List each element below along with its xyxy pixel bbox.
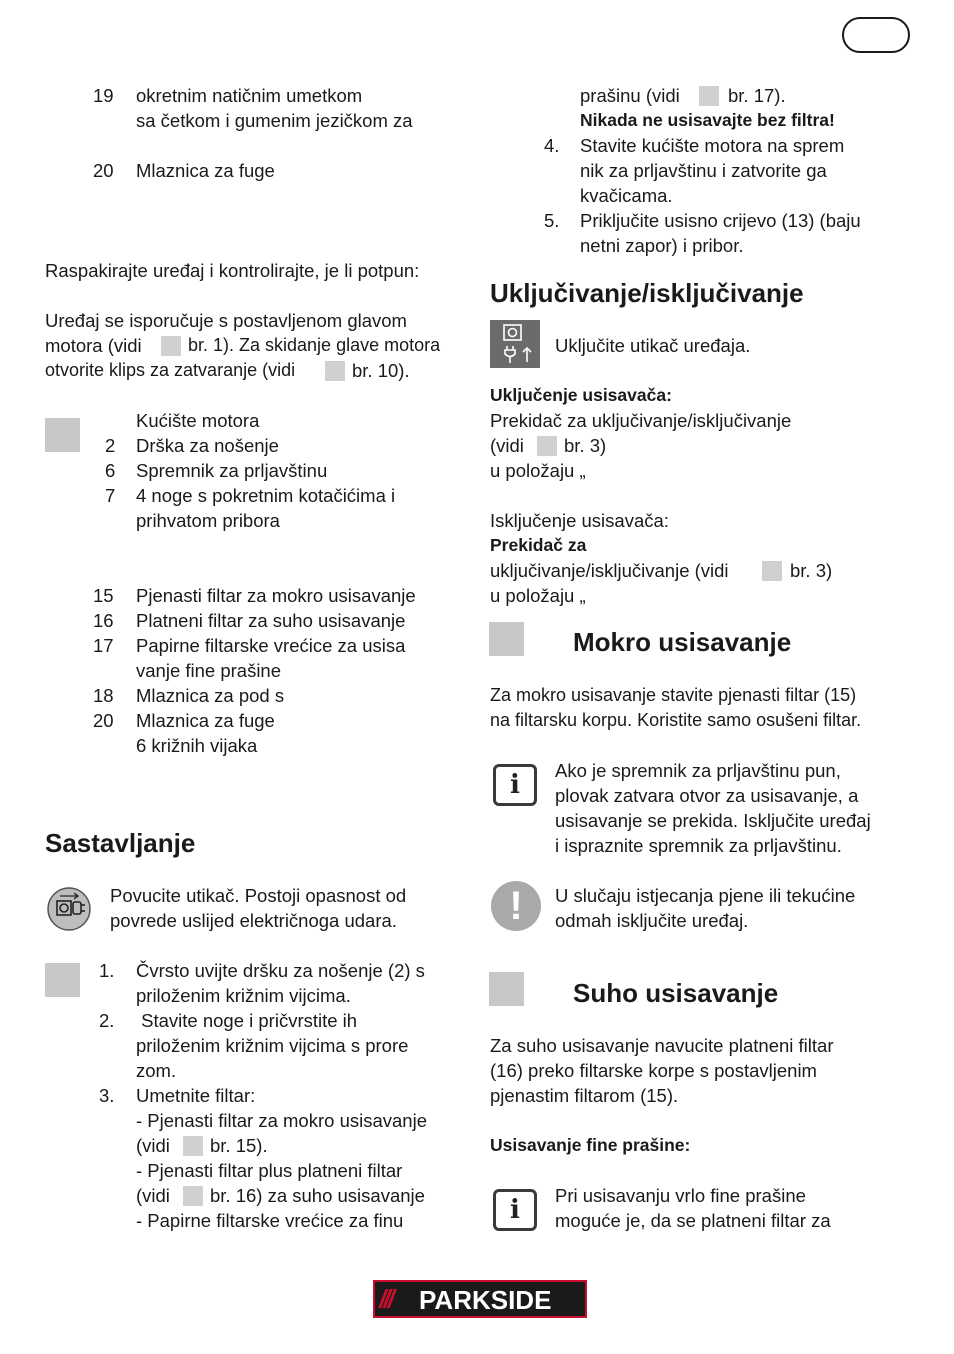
switch-on-text: Prekidač za uključivanje/isključivanje [490, 410, 792, 431]
list-item: Mlaznica za pod s [136, 685, 285, 706]
warning-text: U slučaju istjecanja pjene ili tekućine [555, 885, 856, 906]
switch-on-text: br. 3) [564, 435, 607, 456]
list-item: prihvatom pribora [136, 510, 280, 531]
plug-in-icon [490, 320, 540, 368]
step-text: Umetnite filtar: [136, 1085, 256, 1106]
step-number: 5. [544, 210, 560, 231]
figure-ref-icon [762, 561, 782, 581]
figure-ref-icon [161, 336, 181, 356]
info-text: Pri usisavanju vrlo fine prašine [555, 1185, 806, 1206]
part-text: okretnim natičnim umetkom [136, 85, 363, 106]
figure-ref-icon [325, 361, 345, 381]
part-text: sa četkom i gumenim jezičkom za [136, 110, 413, 131]
info-text: plovak zatvara otvor za usisavanje, a [555, 785, 859, 806]
list-number: 6 [105, 460, 116, 481]
list-item: Spremnik za prljavštinu [136, 460, 328, 481]
motor-text: otvorite klips za zatvaranje (vidi [45, 360, 296, 380]
step-text: (vidi [136, 1185, 170, 1206]
step-text: Čvrsto uvijte dršku za nošenje (2) s [136, 960, 425, 981]
list-number: 2 [105, 435, 116, 456]
dry-text: (16) preko filtarske korpe s postavljenim [490, 1060, 817, 1081]
step-text: (vidi [136, 1135, 170, 1156]
list-item: Drška za nošenje [136, 435, 279, 456]
step-text: br. 16) za suho usisavanje [210, 1185, 425, 1206]
step-text: - Pjenasti filtar za mokro usisavanje [136, 1110, 427, 1131]
part-number: 19 [93, 85, 114, 106]
list-number: 17 [93, 635, 114, 656]
fine-dust-title: Usisavanje fine prašine: [490, 1135, 691, 1155]
step-text: - Pjenasti filtar plus platneni filtar [136, 1160, 403, 1181]
dry-text: pjenastim filtarom (15). [490, 1085, 679, 1106]
step-text: priloženim križnim vijcima s prore [136, 1035, 409, 1056]
step-text: - Papirne filtarske vrećice za finu [136, 1210, 404, 1231]
list-item: 4 noge s pokretnim kotačićima i [136, 485, 396, 506]
motor-text: br. 10). [352, 360, 410, 381]
figure-ref-icon [183, 1136, 203, 1156]
info-icon: i [493, 1189, 537, 1231]
parkside-logo [373, 1280, 587, 1318]
motor-text: Uređaj se isporučuje s postavljenom glavom [45, 310, 407, 331]
list-number: 18 [93, 685, 114, 706]
unpack-text: Raspakirajte uređaj i kontrolirajte, je li potpun: [45, 260, 420, 281]
language-badge [842, 17, 910, 53]
filter-warning: Nikada ne usisavajte bez filtra! [580, 110, 835, 130]
motor-text: motora (vidi [45, 335, 142, 356]
switch-on-text: u položaju „ [490, 460, 586, 481]
step-text: prašinu (vidi [580, 85, 680, 106]
step-text: priloženim križnim vijcima. [136, 985, 351, 1006]
figure-placeholder [489, 972, 524, 1006]
step-text: nik za prljavštinu i zatvorite ga [580, 160, 827, 181]
part-text: Mlaznica za fuge [136, 160, 275, 181]
list-number: 20 [93, 710, 114, 731]
info-text: Ako je spremnik za prljavštinu pun, [555, 760, 841, 781]
figure-ref-icon [183, 1186, 203, 1206]
wet-text: Za mokro usisavanje stavite pjenasti filtar (15) [490, 685, 857, 705]
switch-on-title: Uključenje usisavača: [490, 385, 672, 405]
step-number: 4. [544, 135, 560, 156]
figure-ref-icon [537, 436, 557, 456]
figure-placeholder [45, 418, 80, 452]
info-icon: i [493, 764, 537, 806]
step-text: kvačicama. [580, 185, 673, 206]
switch-on-text: (vidi [490, 435, 524, 456]
step-text: Stavite noge i pričvrstite ih [136, 1010, 358, 1031]
switch-off-text: Prekidač za [490, 535, 587, 555]
step-text: netni zapor) i pribor. [580, 235, 744, 256]
logo-text: PARKSIDE [419, 1285, 552, 1315]
switch-off-text: br. 3) [790, 560, 833, 581]
step-text: Stavite kućište motora na sprem [580, 135, 845, 156]
figure-ref-icon [699, 86, 719, 106]
step-text: br. 17). [728, 85, 786, 106]
list-item: Platneni filtar za suho usisavanje [136, 610, 406, 631]
info-text: moguće je, da se platneni filtar za [555, 1210, 831, 1231]
step-text: zom. [136, 1060, 177, 1081]
list-item: Mlaznica za fuge [136, 710, 275, 731]
list-item: Papirne filtarske vrećice za usisa [136, 635, 406, 656]
figure-placeholder [489, 622, 524, 656]
unplug-note: Povucite utikač. Postoji opasnost od [110, 885, 407, 906]
motor-text: br. 1). Za skidanje glave motora [188, 335, 441, 355]
wet-text: na filtarsku korpu. Koristite samo osušeni filtar. [490, 710, 862, 730]
logo-stripes: /// [379, 1284, 392, 1314]
step-text: br. 15). [210, 1135, 268, 1156]
info-text: usisavanje se prekida. Isključite uređaj [555, 810, 871, 831]
list-number: 16 [93, 610, 114, 631]
switch-off-text: uključivanje/isključivanje (vidi [490, 560, 729, 581]
list-item: Pjenasti filtar za mokro usisavanje [136, 585, 416, 606]
wet-heading: Mokro usisavanje [573, 627, 792, 657]
list-item: vanje fine prašine [136, 660, 282, 681]
step-number: 2. [99, 1010, 115, 1031]
figure-placeholder [45, 963, 80, 997]
plug-in-text: Uključite utikač uređaja. [555, 335, 751, 356]
list-item: 6 križnih vijaka [136, 735, 258, 756]
warning-text: odmah isključite uređaj. [555, 910, 749, 931]
dry-heading: Suho usisavanje [573, 978, 779, 1008]
unplug-icon [46, 886, 92, 932]
info-text: i ispraznite spremnik za prljavštinu. [555, 835, 842, 856]
list-number: 15 [93, 585, 114, 606]
step-number: 3. [99, 1085, 115, 1106]
assembly-heading: Sastavljanje [45, 828, 196, 858]
list-item: Kućište motora [136, 410, 260, 431]
onoff-heading: Uključivanje/isključivanje [490, 278, 804, 308]
part-number: 20 [93, 160, 114, 181]
unplug-note: povrede uslijed električnoga udara. [110, 910, 397, 931]
switch-off-text: u položaju „ [490, 585, 586, 606]
dry-text: Za suho usisavanje navucite platneni filtar [490, 1035, 834, 1056]
step-number: 1. [99, 960, 115, 981]
warning-icon: ! [491, 881, 541, 931]
list-number: 7 [105, 485, 116, 506]
switch-off-title: Isključenje usisavača: [490, 510, 669, 531]
step-text: Priključite usisno crijevo (13) (baju [580, 210, 861, 231]
